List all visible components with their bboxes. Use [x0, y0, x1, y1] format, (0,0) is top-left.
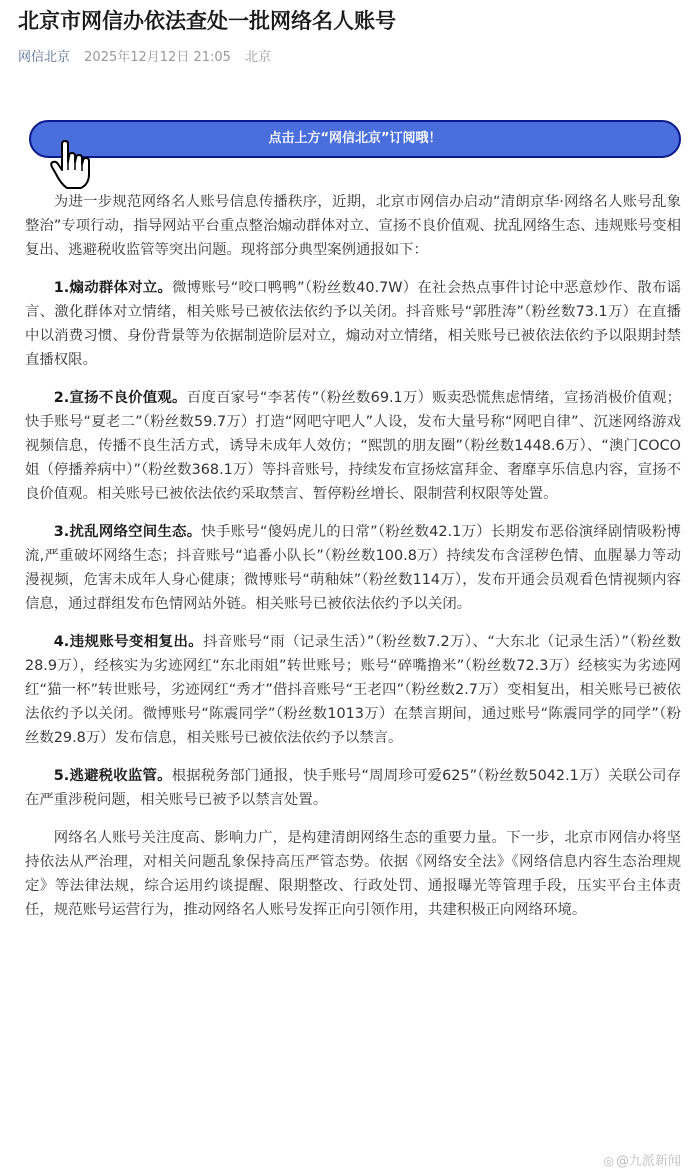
publish-datetime: 2025年12月12日 21:05 — [84, 50, 231, 65]
case-heading: 1.煽动群体对立。 — [53, 280, 173, 296]
article-body — [25, 190, 681, 936]
case-heading: 3.扰乱网络空间生态。 — [53, 524, 202, 540]
case-paragraph-4 — [25, 630, 681, 750]
case-heading: 4.违规账号变相复出。 — [53, 634, 204, 650]
subscribe-banner-text: 点击上方“网信北京”订阅哦！ — [268, 131, 442, 146]
subscribe-banner[interactable] — [29, 120, 681, 158]
case-heading: 2.宣扬不良价值观。 — [53, 390, 187, 406]
case-text: 快手账号“傻妈虎儿的日常”（粉丝数42.1万）长期发布恶俗演绎剧情吸粉博流,严重破坏网络生态；抖音账号“追番小队长”（粉丝数100.8万）持续发布含淫秽色情、血腥暴力等动漫视频，危害未成年人身心健康；微博账号“萌釉妹”（粉丝数114万），发布开通会员观看色情视频内容信息，通过群组发布色情网站外链。相关账号已被依法依约予以关闭。 — [25, 524, 681, 612]
case-paragraph-3 — [25, 520, 681, 616]
closing-paragraph: 网络名人账号关注度高、影响力广，是构建清朗网络生态的重要力量。下一步，北京市网信办将坚持依法从严治理，对相关问题乱象保持高压严管态势。依据《网络安全法》《网络信息内容生态治理规定》等法律法规，综合运用约谈提醒、限期整改、行政处罚、通报曝光等管理手段，压实平台主体责任，规范账号运营行为，推动网络名人账号发挥正向引领作用，共建积极正向网络环境。 — [25, 830, 681, 918]
article-meta — [18, 46, 281, 65]
case-text: 抖音账号“雨（记录生活）”（粉丝数7.2万）、“大东北（记录生活）”（粉丝数28.9万），经核实为劣迹网红“东北雨姐”转世账号；账号“碎嘴撸米”（粉丝数72.3万）经核实为劣迹网红“猫一杯”转世账号，劣迹网红“秀才”借抖音账号“王老四”（粉丝数2.7万）变相复出，相关账号已被依法依约予以关闭。微博账号“陈震同学”（粉丝数1013万）在禁言期间，通过账号“陈震同学的同学”（粉丝数29.8万）发布信息，相关账号已被依法依约予以禁言。 — [25, 634, 681, 746]
case-text: 根据税务部门通报，快手账号“周周珍可爱625”（粉丝数5042.1万）关联公司存在严重涉税问题，相关账号已被予以禁言处置。 — [25, 768, 681, 808]
watermark-text: @九派新闻 — [615, 1154, 681, 1169]
case-paragraph-2 — [25, 386, 681, 506]
case-paragraph-1 — [25, 276, 681, 372]
article-title: 北京市网信办依法查处一批网络名人账号 — [18, 9, 396, 33]
publish-location: 北京 — [245, 50, 272, 65]
case-text: 百度百家号“李茗传”（粉丝数69.1万）贩卖恐慌焦虑情绪，宣扬消极价值观；快手账号“夏老二”（粉丝数59.7万）打造“网吧守吧人”人设，发布大量号称“网吧自律”、沉迷网络游戏视频信息，传播不良生活方式，诱导未成年人效仿；“熙凯的朋友圈”（粉丝数1448.6万）、“澳门COCO姐（停播养病中）”（粉丝数368.1万）等抖音账号，持续发布宣扬炫富拜金、奢靡享乐信息内容，宣扬不良价值观。相关账号已被依法依约采取禁言、暂停粉丝增长、限制营利权限等处置。 — [25, 390, 681, 502]
watermark — [604, 1150, 682, 1169]
pointing-hand-cursor-icon — [48, 140, 96, 192]
intro-paragraph: 为进一步规范网络名人账号信息传播秩序，近期，北京市网信办启动“清朗京华·网络名人账号乱象整治”专项行动，指导网站平台重点整治煽动群体对立、宣扬不良价值观、扰乱网络生态、违规账号变相复出、逃避税收监管等突出问题。现将部分典型案例通报如下： — [25, 194, 681, 258]
case-paragraph-5 — [25, 764, 681, 812]
case-text: 微博账号“咬口鸭鸭”（粉丝数40.7W）在社会热点事件讨论中恶意炒作、散布谣言、激化群体对立情绪，相关账号已被依法依约予以关闭。抖音账号“郭胜涛”（粉丝数73.1万）在直播中以消费习惯、身份背景等为依据制造阶层对立，煽动对立情绪，相关账号已被依法依约予以限期封禁直播权限。 — [25, 280, 681, 368]
case-heading: 5.逃避税收监管。 — [53, 768, 172, 784]
account-name-link[interactable]: 网信北京 — [18, 50, 71, 65]
weibo-logo-icon: ◎ — [603, 1154, 614, 1168]
